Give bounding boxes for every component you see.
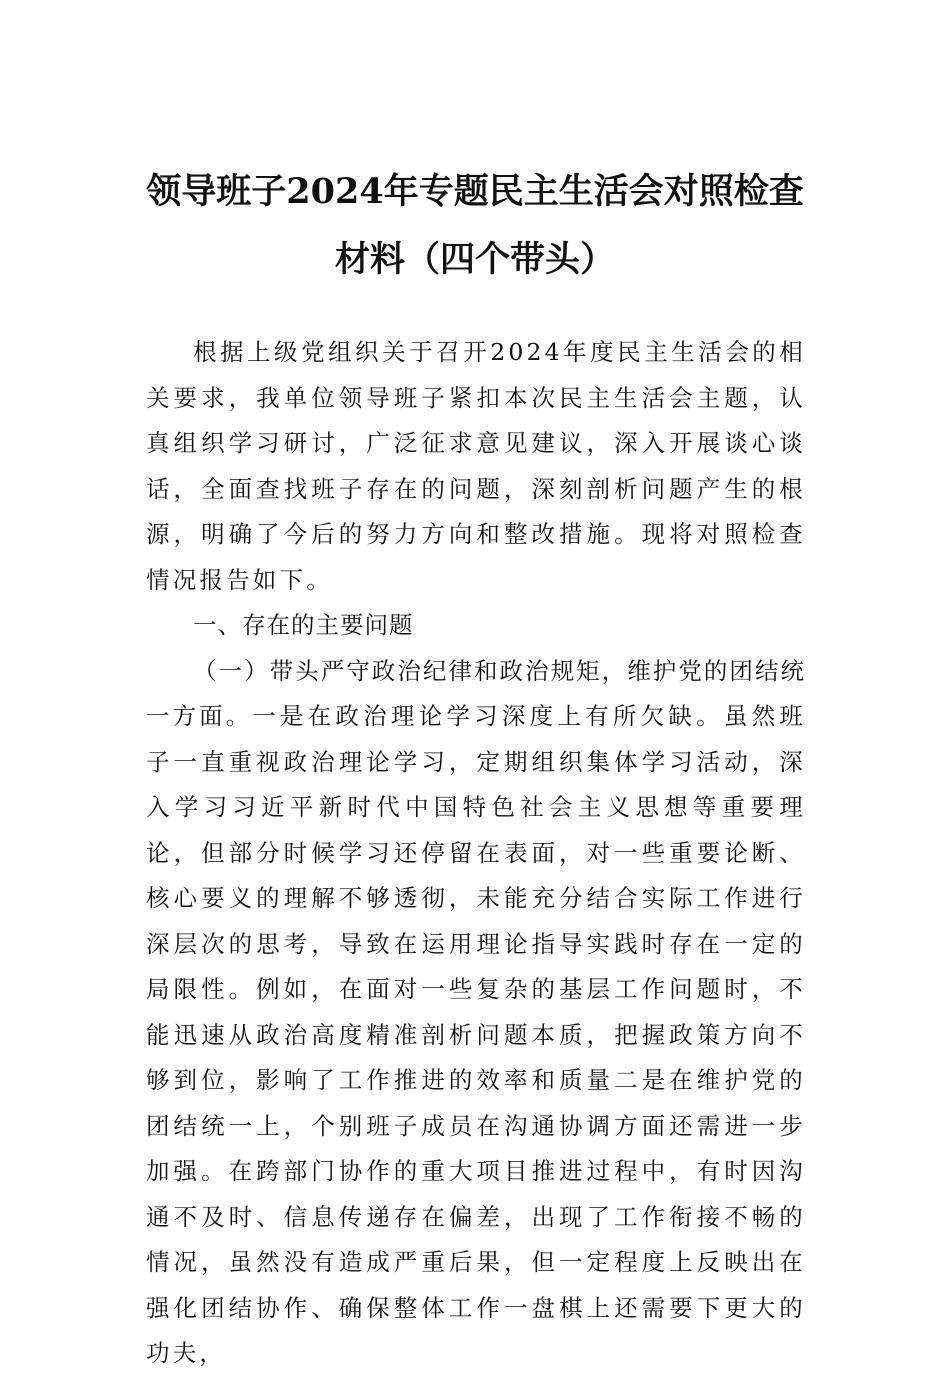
subsection-body: 一是在政治理论学习深度上有所欠缺。虽然班子一直重视政治理论学习，定期组织集体学习活动，深入学习习近平新时代中国特色社会主义思想等重要理论，但部分时候学习还停留在表面，对一些重要论断、核心要义的理解不够透彻，未能充分结合实际工作进行深层次的思考，导致在运用理论指导实践时存在一定的局限性。例如，在面对一些复杂的基层工作问题时，不能迅速从政治高度精准剖析问题本质，把握政策方向不够到位，影响了工作推进的效率和质量二是在维护党的团结统一上，个别班子成员在沟通协调方面还需进一步加强。在跨部门协作的重大项目推进过程中，有时因沟通不及时、信息传递存在偏差，出现了工作衔接不畅的情况，虽然没有造成严重后果，但一定程度上反映出在强化团结协作、确保整体工作一盘棋上还需要下更大的功夫， — [146, 702, 807, 1367]
intro-paragraph: 根据上级党组织关于召开2024年度民主生活会的相关要求，我单位领导班子紧扣本次民主生活会主题，认真组织学习研讨，广泛征求意见建议，深入开展谈心谈话，全面查找班子存在的问题，深刻剖析问题产生的根源，明确了今后的努力方向和整改措施。现将对照检查情况报告如下。 — [146, 338, 806, 594]
subsection-paragraph — [146, 649, 806, 1377]
section-heading: 一、存在的主要问题 — [193, 611, 414, 639]
document-body — [146, 330, 806, 1377]
document-title: 领导班子2024年专题民主生活会对照检查材料（四个带头） — [146, 171, 804, 280]
subsection-heading: （一）带头严守政治纪律和政治规矩，维护党的团结统一方面。 — [146, 656, 806, 730]
